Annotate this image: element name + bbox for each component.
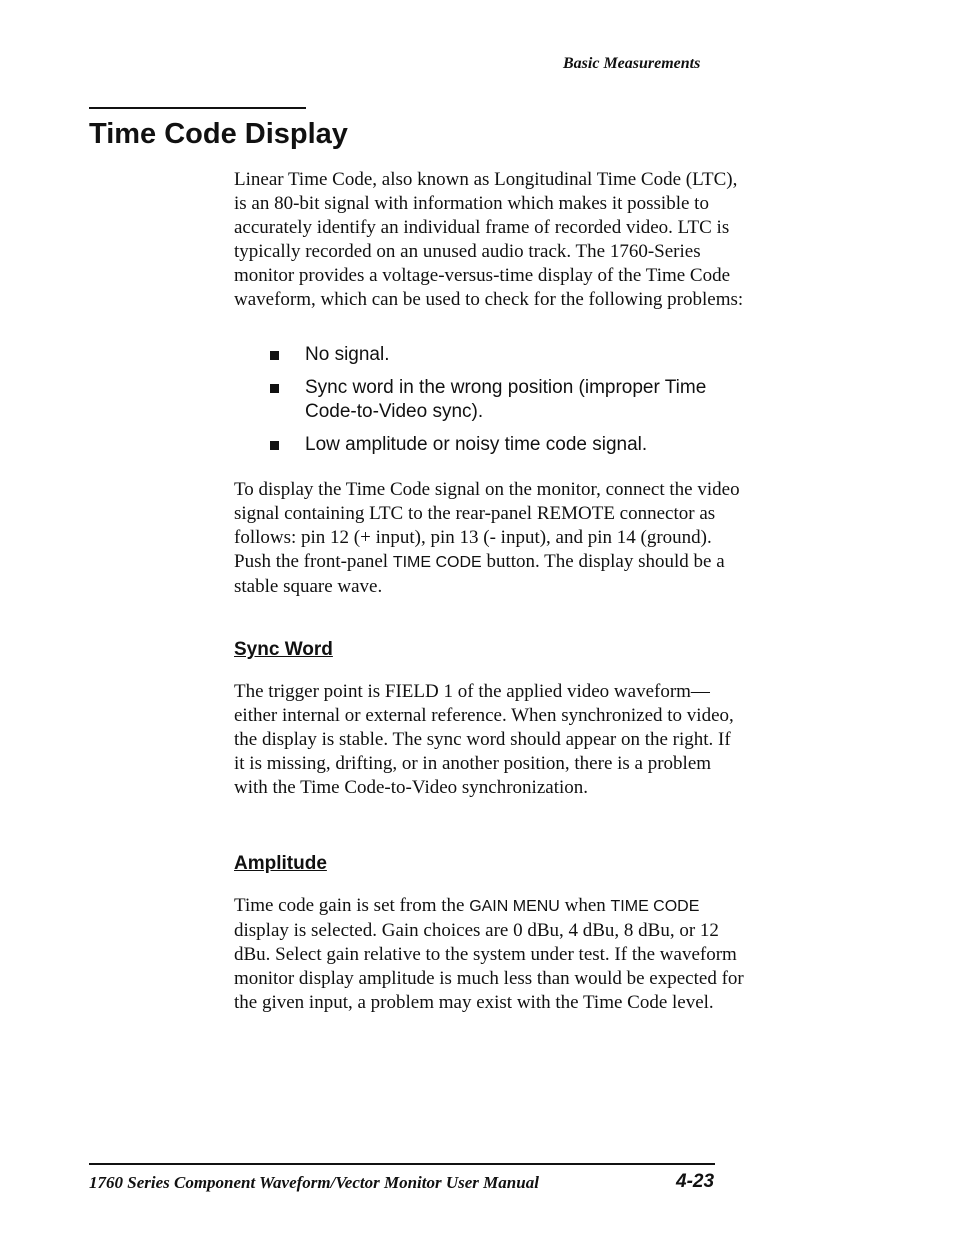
amplitude-text-c: display is selected. Gain choices are 0 dBu, 4 dBu, 8 dBu, or 12 dBu. Select gain relative to the system under test. If the waveform monitor display amplitude is much less than would be expected for the given input, a problem may exist with the Time Code level. (234, 920, 744, 1013)
sync-word-heading: Sync Word (234, 639, 333, 660)
intro-paragraph: Linear Time Code, also known as Longitudinal Time Code (LTC), is an 80-bit signal with information which makes it possible to accurately identify an individual frame of recorded video. LTC is typically recorded on an unused audio track. The 1760-Series monitor provides a voltage-versus-time display of the Time Code waveform, which can be used to check for the following problems: (234, 169, 744, 310)
list-item-text: No signal. (305, 344, 390, 365)
amplitude-text-b: when (559, 895, 611, 916)
square-bullet-icon (270, 351, 279, 360)
list-item-text: Low amplitude or noisy time code signal. (305, 434, 648, 455)
amplitude-heading: Amplitude (234, 853, 327, 874)
display-text-b: button. The display should be a stable square wave. (234, 551, 725, 597)
footer-rule (89, 1163, 715, 1165)
footer-manual-title: 1760 Series Component Waveform/Vector Monitor User Manual (89, 1173, 539, 1192)
sync-word-paragraph: The trigger point is FIELD 1 of the applied video waveform—either internal or external reference. When synchronized to video, the display is stable. The sync word should appear on the right. If it is missing, drifting, or in another position, there is a problem with the Time Code-to-Video synchronization. (234, 681, 734, 798)
amplitude-paragraph (234, 894, 744, 1015)
header-rule (89, 107, 306, 109)
square-bullet-icon (270, 384, 279, 393)
page-number: 4-23 (676, 1171, 715, 1192)
list-item-text: Sync word in the wrong position (improper Time Code-to-Video sync). (305, 377, 707, 422)
page-title: Time Code Display (89, 118, 348, 150)
problem-list (270, 343, 720, 466)
time-code-button-label: TIME CODE (392, 554, 482, 571)
list-item (270, 376, 720, 424)
running-head: Basic Measurements (563, 55, 701, 72)
square-bullet-icon (270, 441, 279, 450)
display-instructions-paragraph (234, 478, 744, 599)
amplitude-text-a: Time code gain is set from the (234, 895, 470, 916)
display-text-a: To display the Time Code signal on the monitor, connect the video signal containing LTC to the rear-panel REMOTE connector as follows: pin 12 (+ input), pin 13 (- input), and pin 14 (ground). Push the front-panel (234, 479, 740, 572)
time-code-button-label: TIME CODE (610, 898, 700, 915)
list-item (270, 433, 720, 457)
list-item (270, 343, 720, 367)
gain-menu-label: GAIN MENU (469, 898, 560, 915)
